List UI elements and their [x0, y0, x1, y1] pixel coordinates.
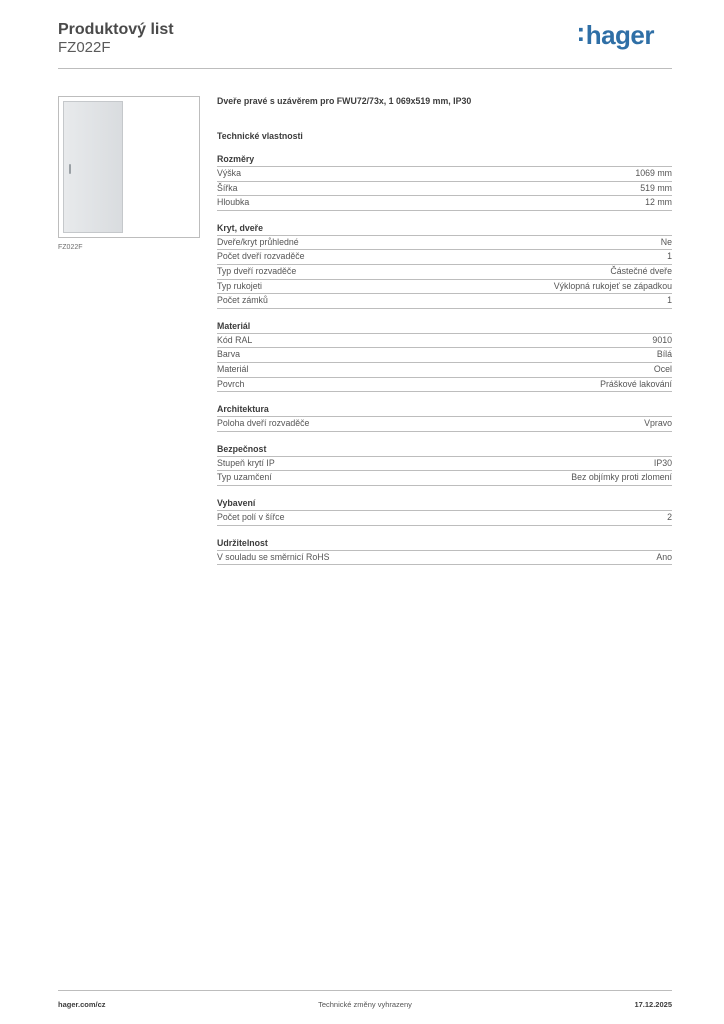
spec-value: 12 mm — [645, 197, 672, 208]
spec-section — [217, 497, 672, 526]
spec-value: Výklopná rukojeť se západkou — [553, 280, 672, 291]
spec-section — [217, 443, 672, 486]
spec-value: 1 — [667, 295, 672, 306]
spec-label: Typ uzamčení — [217, 472, 272, 483]
spec-label: Výška — [217, 168, 241, 178]
spec-value: 9010 — [652, 334, 672, 345]
footer-note: Technické změny vyhrazeny — [318, 1000, 412, 1009]
door-handle-icon — [69, 164, 71, 174]
product-description: Dveře pravé s uzávěrem pro FWU72/73x, 1 069x519 mm, IP30 — [217, 96, 472, 106]
product-details — [217, 94, 672, 565]
product-image-frame — [58, 96, 200, 238]
spec-row — [217, 457, 672, 472]
spec-value: IP30 — [653, 457, 672, 468]
spec-row — [217, 196, 672, 211]
spec-row — [217, 182, 672, 197]
spec-row — [217, 551, 672, 566]
spec-label: Stupeň krytí IP — [217, 457, 275, 468]
spec-section — [217, 320, 672, 392]
document-header — [58, 17, 672, 69]
spec-row — [217, 511, 672, 526]
spec-label: Hloubka — [217, 197, 250, 208]
spec-value: 1 — [667, 251, 672, 262]
spec-label: Počet dveří rozvaděče — [217, 251, 305, 262]
spec-label: Typ dveří rozvaděče — [217, 265, 297, 276]
spec-value: Práškové lakování — [600, 378, 672, 389]
spec-label: Počet polí v šířce — [217, 511, 285, 522]
spec-section — [217, 537, 672, 566]
spec-value: 1069 mm — [635, 168, 672, 178]
page-title: Produktový list — [58, 21, 174, 38]
section-title: Udržitelnost — [217, 537, 672, 551]
logo-text: hager — [585, 20, 654, 50]
spec-row — [217, 334, 672, 349]
door-panel-icon — [63, 101, 123, 233]
spec-value: Bílá — [656, 349, 672, 360]
spec-label: Počet zámků — [217, 295, 268, 306]
spec-row — [217, 363, 672, 378]
section-title: Materiál — [217, 320, 672, 334]
spec-row — [217, 417, 672, 432]
spec-label: Povrch — [217, 378, 245, 389]
spec-section — [217, 222, 672, 309]
spec-row — [217, 167, 672, 182]
spec-sections — [217, 153, 672, 565]
section-title: Bezpečnost — [217, 443, 672, 457]
spec-row — [217, 471, 672, 486]
spec-value: Ne — [660, 236, 672, 247]
spec-value: Bez objímky proti zlomení — [571, 472, 672, 483]
spec-value: Ano — [656, 551, 672, 562]
spec-label: Typ rukojeti — [217, 280, 262, 291]
spec-row — [217, 236, 672, 251]
spec-label: Kód RAL — [217, 334, 253, 345]
spec-row — [217, 280, 672, 295]
spec-value: Částečné dveře — [610, 265, 672, 276]
spec-row — [217, 294, 672, 309]
section-title: Vybavení — [217, 497, 672, 511]
product-code: FZ022F — [58, 39, 111, 56]
technical-properties-heading: Technické vlastnosti — [217, 131, 303, 141]
section-title: Rozměry — [217, 153, 672, 167]
spec-row — [217, 378, 672, 393]
spec-label: Poloha dveří rozvaděče — [217, 418, 310, 429]
hager-logo: :hager — [576, 17, 654, 50]
spec-label: Dveře/kryt průhledné — [217, 236, 299, 247]
spec-label: V souladu se směrnicí RoHS — [217, 551, 330, 562]
spec-value: 2 — [667, 511, 672, 522]
spec-value: Vpravo — [644, 418, 672, 429]
section-title: Kryt, dveře — [217, 222, 672, 236]
section-title: Architektura — [217, 403, 672, 417]
footer-website: hager.com/cz — [58, 1000, 106, 1009]
spec-row — [217, 265, 672, 280]
spec-value: Ocel — [653, 363, 672, 374]
spec-label: Barva — [217, 349, 240, 360]
spec-row — [217, 348, 672, 363]
product-image-caption: FZ022F — [58, 244, 83, 251]
spec-value: 519 mm — [640, 182, 672, 193]
spec-label: Šířka — [217, 182, 238, 193]
spec-row — [217, 250, 672, 265]
footer-date: 17.12.2025 — [634, 1000, 672, 1009]
spec-section — [217, 153, 672, 211]
spec-label: Materiál — [217, 363, 249, 374]
spec-section — [217, 403, 672, 432]
page-footer — [58, 990, 672, 1017]
